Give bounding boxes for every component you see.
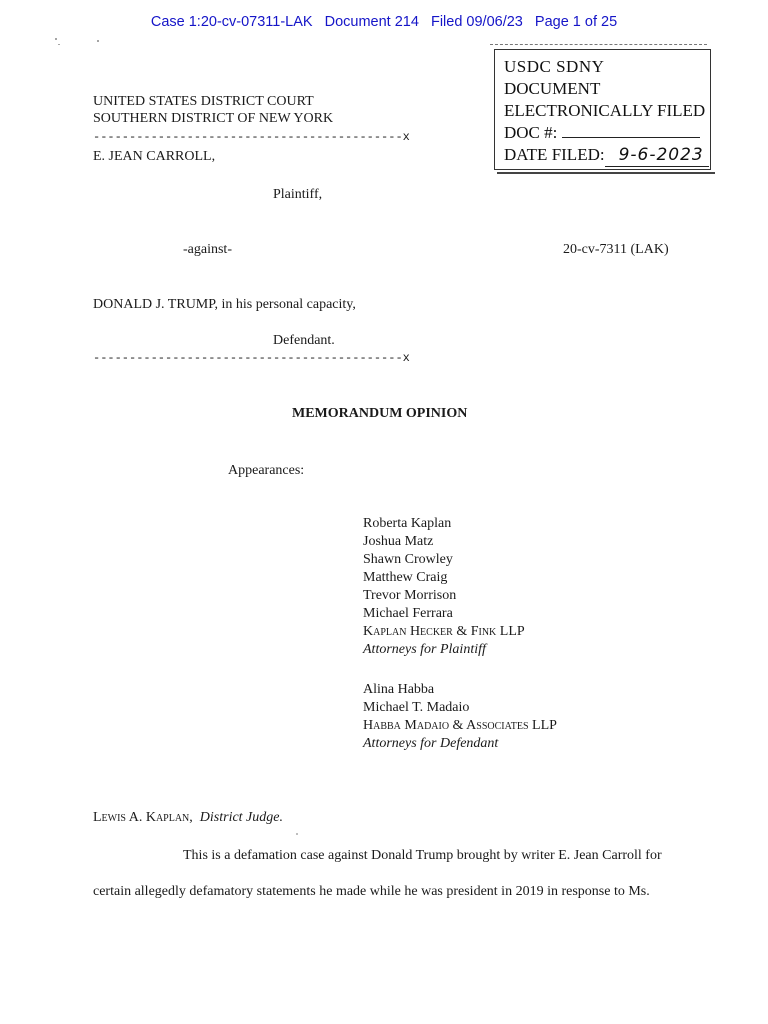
stamp-document: DOCUMENT [504, 79, 601, 98]
stamp-electronically-filed: ELECTRONICALLY FILED [504, 101, 706, 120]
against-label: -against- [183, 242, 232, 257]
stamp-date-label: DATE FILED: [504, 145, 605, 164]
attorney-name: Shawn Crowley [363, 552, 453, 567]
body-paragraph-line1: This is a defamation case against Donald Trump brought by writer E. Jean Carroll for [183, 848, 662, 863]
caption-rule-top: -------------------------------------------x [93, 130, 410, 144]
filing-header [0, 14, 768, 30]
caption-rule-bottom: -------------------------------------------x [93, 351, 410, 365]
defendant-name: DONALD J. TRUMP, in his personal capacity, [93, 297, 356, 312]
scan-speck [55, 38, 57, 40]
attorney-name: Roberta Kaplan [363, 516, 452, 531]
scan-speck [296, 833, 298, 835]
plaintiff-counsel-role: Attorneys for Plaintiff [363, 642, 486, 657]
judge-line [93, 809, 283, 827]
attorney-name: Alina Habba [363, 682, 435, 697]
judge-title: District Judge. [199, 810, 283, 825]
defendant-counsel-role: Attorneys for Defendant [363, 736, 499, 751]
plaintiff-counsel-list [363, 515, 525, 659]
case-number-header: Case 1:20-cv-07311-LAK [150, 14, 313, 30]
scan-speck [97, 40, 99, 42]
body-paragraph-line2: certain allegedly defamatory statements he made while he was president in 2019 in response to Ms. [93, 884, 650, 899]
stamp-doc-number [504, 122, 710, 144]
defendant-counsel-list [363, 681, 557, 753]
court-name-line1: UNITED STATES DISTRICT COURT [93, 94, 314, 109]
filing-stamp [494, 49, 711, 170]
appearances-label: Appearances: [228, 463, 305, 478]
stamp-date-value: 9-6-2023 [618, 145, 704, 165]
stamp-date-filed [504, 144, 710, 167]
page-count-header: Page 1 of 25 [534, 14, 618, 30]
attorney-name: Joshua Matz [363, 534, 434, 549]
plaintiff-role: Plaintiff, [273, 187, 323, 202]
plaintiff-name: E. JEAN CARROLL, [93, 149, 216, 164]
judge-name: Lewis A. Kaplan, [93, 810, 193, 825]
stamp-court: USDC SDNY [504, 57, 605, 76]
attorney-name: Trevor Morrison [363, 588, 457, 603]
defendant-role: Defendant. [273, 333, 335, 348]
document-number-header: Document 214 [324, 14, 419, 30]
scan-speck [58, 44, 60, 45]
filed-date-header: Filed 09/06/23 [430, 14, 523, 30]
stamp-doc-blank [562, 123, 700, 138]
plaintiff-law-firm: Kaplan Hecker & Fink LLP [363, 624, 525, 639]
attorney-name: Michael T. Madaio [363, 700, 470, 715]
court-name-line2: SOUTHERN DISTRICT OF NEW YORK [93, 111, 334, 126]
attorney-name: Matthew Craig [363, 570, 448, 585]
defendant-law-firm: Habba Madaio & Associates LLP [363, 718, 557, 733]
case-number: 20-cv-7311 (LAK) [563, 242, 669, 257]
stamp-doc-label: DOC #: [504, 123, 558, 142]
page-title: MEMORANDUM OPINION [292, 406, 468, 421]
attorney-name: Michael Ferrara [363, 606, 453, 621]
